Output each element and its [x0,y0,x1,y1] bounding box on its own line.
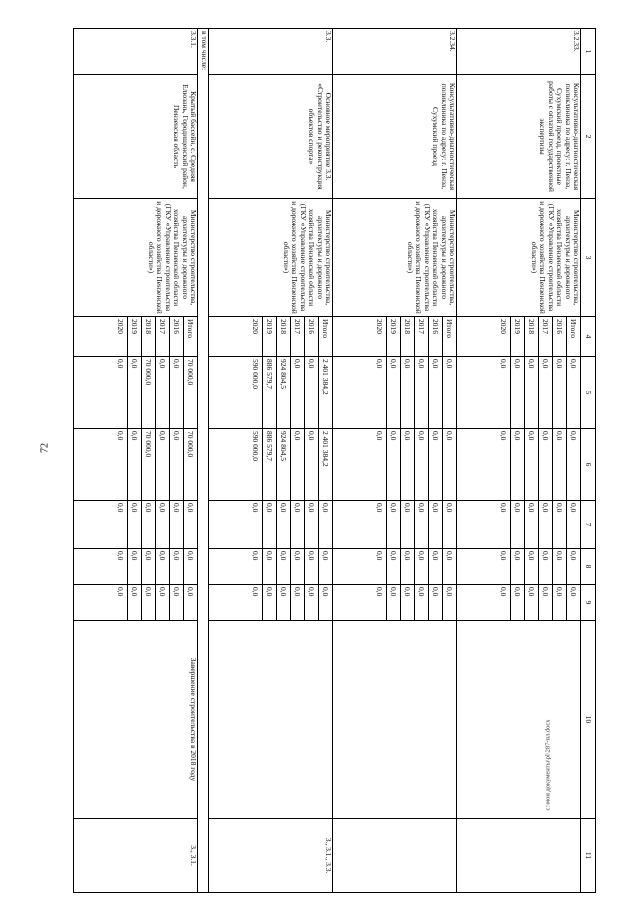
table-subcell: 0,0 [552,429,566,500]
table-subcell: 2017 [538,317,552,356]
table-subcell: 0,0 [169,357,183,428]
column-number-row [581,29,596,893]
table-subcell: 0,0 [304,429,318,500]
table-subcell: 0,0 [442,429,456,500]
col7-values [457,501,581,549]
item-code: 3.3. [209,29,333,75]
table-subcell: 0,0 [127,357,141,428]
table-subcell: 0,0 [442,549,456,584]
table-subcell: 2018 [524,317,538,356]
table-subcell: 2020 [375,319,384,334]
table-subcell: 0,0 [290,357,304,428]
col-header-4: 4 [581,317,596,357]
table-subcell: 0,0 [141,501,155,548]
table-subcell: 0,0 [375,431,384,441]
table-subcell: 0,0 [155,429,169,500]
table-subcell: 0,0 [169,549,183,584]
item-indicators [457,819,581,893]
table-subcell: 0,0 [428,429,442,500]
table-subcell: 0,0 [538,549,552,584]
table-subcell: 0,0 [375,551,384,561]
col6-values [457,429,581,501]
table-subcell: 0,0 [386,429,400,500]
table-subcell: 0,0 [318,585,332,620]
table-subcell: 0,0 [276,585,290,620]
table-subcell: 0,0 [442,585,456,620]
table-subcell: 0,0 [386,501,400,548]
table-subcell: 0,0 [183,501,197,548]
table-subcell: 2016 [169,317,183,356]
table-subcell: 0,0 [386,357,400,428]
item-indicators: 3., 3.1., 3.3. [209,819,333,893]
item-code: 3.2.34. [333,29,457,75]
table-subcell: 0,0 [251,587,260,597]
col-header-3: 3 [581,199,596,317]
col8-values [209,549,333,585]
table-subcell: 0,0 [276,549,290,584]
table-subcell: 2016 [304,317,318,356]
table-subcell: 0,0 [400,501,414,548]
table-subcell: 0,0 [400,429,414,500]
table-row [209,29,333,893]
data-rows [74,29,581,893]
page-number: 72 [39,443,51,453]
table-subcell: 0,0 [510,585,524,620]
table-subcell: 2019 [127,317,141,356]
table-subcell: 0,0 [538,585,552,620]
section-label-row [198,29,209,893]
table-subcell: 0,0 [524,429,538,500]
years-column [74,317,198,357]
program-table [73,28,596,893]
table-subcell: 0,0 [428,357,442,428]
table-subcell: 2017 [414,317,428,356]
item-name: Крытый бассейн, с. Средняя Елюзань, Городищенский район, Пензенская область [74,75,198,199]
table-subcell: 2018 [400,317,414,356]
table-subcell: 0,0 [127,549,141,584]
table-subcell: 0,0 [304,357,318,428]
col5-values [74,357,198,429]
table-subcell: 0,0 [276,501,290,548]
item-executor: Министерство строительства, архитектуры и дорожного хозяйства Пензенской области (ГКУ «Управление строительства и дорожного хозяйства Пензенской области») [74,199,198,317]
table-subcell: 0,0 [141,549,155,584]
table-subcell: 0,0 [116,431,125,441]
table-subcell: 2018 [276,317,290,356]
table-subcell: 0,0 [499,551,508,561]
col5-values [209,357,333,429]
table-subcell: 2017 [290,317,304,356]
table-subcell: 70 000,0 [141,357,155,428]
table-subcell: 0,0 [552,357,566,428]
table-subcell: 0,0 [414,357,428,428]
col9-values [74,585,198,621]
col-header-5: 5 [581,357,596,429]
table-subcell: 0,0 [386,585,400,620]
table-subcell: 0,0 [375,587,384,597]
item-note: Завершение строительства в 2018 году [74,621,198,819]
table-subcell: 0,0 [116,359,125,369]
table-subcell: 2016 [428,317,442,356]
table-subcell: 886 579,7 [262,429,276,500]
section-label: в том числе: [198,29,209,893]
item-note [333,621,457,819]
table-subcell: 0,0 [169,501,183,548]
table-subcell: 0,0 [400,357,414,428]
table-subcell: 0,0 [566,429,580,500]
table-subcell: 2020 [499,319,508,334]
item-code: 3.3.1. [74,29,198,75]
item-code: 3.2.33. [457,29,581,75]
table-subcell: 0,0 [566,357,580,428]
table-subcell: 0,0 [510,549,524,584]
table-subcell: 0,0 [251,503,260,513]
table-subcell: 0,0 [499,503,508,513]
table-subcell: 0,0 [414,549,428,584]
footer-file-path: c:\мои документы\pl\287-пл.docx [544,719,552,811]
table-subcell: 886 579,7 [262,357,276,428]
col8-values [74,549,198,585]
col5-values [333,357,457,429]
table-subcell: 2020 [251,319,260,334]
table-subcell: 590 000,0 [251,431,260,461]
item-note [457,621,581,819]
table-subcell: 70 000,0 [183,357,197,428]
col-header-1: 1 [581,29,596,75]
table-subcell: 0,0 [566,585,580,620]
table-subcell: 0,0 [375,503,384,513]
col-header-7: 7 [581,501,596,549]
table-subcell: 0,0 [290,501,304,548]
table-subcell: 0,0 [414,585,428,620]
col7-values [74,501,198,549]
table-subcell: 0,0 [499,587,508,597]
item-name: Основное мероприятие 3.3. «Строительство и реконструкция объектов спорта» [209,75,333,199]
item-executor: Министерство строительства, архитектуры и дорожного хозяйства Пензенской области (ГКУ «Управление строительства и дорожного хозяйства Пензенской области») [209,199,333,317]
table-subcell: 0,0 [290,549,304,584]
table-subcell: 0,0 [566,549,580,584]
table-subcell: 0,0 [141,585,155,620]
table-subcell: 2018 [141,317,155,356]
table-subcell: 0,0 [414,501,428,548]
item-name: Консультативно-диагностическая поликлиника по адресу: г. Пенза, Сухумский проезд, проектные работы с оплатой государственной экспертизы [457,75,581,199]
col7-values [333,501,457,549]
table-subcell: 0,0 [304,585,318,620]
table-subcell: 0,0 [510,501,524,548]
table-subcell: Итого [183,317,197,356]
col9-values [457,585,581,621]
table-subcell: 0,0 [262,501,276,548]
table-subcell: 0,0 [524,549,538,584]
col-header-9: 9 [581,585,596,621]
col6-values [209,429,333,501]
table-subcell: 2019 [510,317,524,356]
table-subcell: 924 804,5 [276,357,290,428]
table-subcell: 0,0 [155,585,169,620]
table-subcell: 0,0 [116,503,125,513]
table-row [457,29,581,893]
item-name: Консультативно-диагностическая поликлиника по адресу: г. Пенза, Сухумский проезд [333,75,457,199]
item-indicators [333,819,457,893]
table-subcell: 0,0 [428,585,442,620]
table-subcell: 0,0 [169,585,183,620]
table-subcell: 70 000,0 [141,429,155,500]
table-subcell: 0,0 [304,501,318,548]
col-header-2: 2 [581,75,596,199]
table-subcell: 0,0 [116,551,125,561]
table-subcell: 0,0 [524,501,538,548]
table-subcell: 924 804,5 [276,429,290,500]
table-subcell: 0,0 [155,501,169,548]
col7-values [209,501,333,549]
table-subcell: 0,0 [262,585,276,620]
col9-values [333,585,457,621]
table-subcell: 0,0 [442,357,456,428]
table-subcell: 0,0 [538,357,552,428]
item-note [209,621,333,819]
item-executor: Министерство строительства, архитектуры и дорожного хозяйства Пензенской области (ГКУ «Управление строительства и дорожного хозяйства Пензенской области») [333,199,457,317]
col6-values [333,429,457,501]
table-subcell: 0,0 [428,549,442,584]
rotated-page-content [73,28,596,892]
table-subcell: 0,0 [290,585,304,620]
table-subcell: 2019 [262,317,276,356]
table-subcell: 2016 [552,317,566,356]
col8-values [333,549,457,585]
col-header-10: 10 [581,621,596,819]
item-executor: Министерство строительства, архитектуры и дорожного хозяйства Пензенской области (ГКУ «Управление строительства и дорожного хозяйства Пензенской области») [457,199,581,317]
table-subcell: 0,0 [318,549,332,584]
table-subcell: 2019 [386,317,400,356]
table-subcell: 0,0 [127,429,141,500]
table-subcell: 2020 [116,319,125,334]
table-subcell: 0,0 [510,357,524,428]
table-subcell: 0,0 [127,501,141,548]
table-subcell: 0,0 [552,585,566,620]
table-subcell: 0,0 [400,585,414,620]
table-row [74,29,198,893]
table-subcell: 0,0 [183,549,197,584]
table-subcell: 0,0 [400,549,414,584]
table-subcell: Итого [318,317,332,356]
table-subcell: Итого [566,317,580,356]
table-subcell: 0,0 [442,501,456,548]
col-header-11: 11 [581,819,596,893]
table-subcell: 0,0 [499,431,508,441]
table-subcell: 2017 [155,317,169,356]
col8-values [457,549,581,585]
table-subcell: 0,0 [183,585,197,620]
table-subcell: 0,0 [155,549,169,584]
table-subcell: 0,0 [538,429,552,500]
years-column [209,317,333,357]
table-subcell: 0,0 [510,429,524,500]
col9-values [209,585,333,621]
table-subcell: 0,0 [552,501,566,548]
table-subcell: 0,0 [524,585,538,620]
years-column [333,317,457,357]
table-subcell: 0,0 [428,501,442,548]
table-subcell: Итого [442,317,456,356]
table-subcell: 0,0 [524,357,538,428]
table-subcell: 0,0 [552,549,566,584]
table-subcell: 0,0 [538,501,552,548]
table-row [333,29,457,893]
table-subcell: 0,0 [318,501,332,548]
table-subcell: 0,0 [386,549,400,584]
table-subcell: 0,0 [116,587,125,597]
col6-values [74,429,198,501]
table-subcell: 0,0 [375,359,384,369]
table-subcell: 70 000,0 [183,429,197,500]
table-subcell: 0,0 [499,359,508,369]
table-subcell: 0,0 [127,585,141,620]
table-subcell: 2 401 384,2 [318,429,332,500]
table-subcell: 0,0 [262,549,276,584]
table-subcell: 0,0 [414,429,428,500]
table-subcell: 590 000,0 [251,359,260,389]
table-subcell: 2 401 384,2 [318,357,332,428]
col-header-8: 8 [581,549,596,585]
table-subcell: 0,0 [290,429,304,500]
table-subcell: 0,0 [566,501,580,548]
table-subcell: 0,0 [304,549,318,584]
table-subcell: 0,0 [155,357,169,428]
years-column [457,317,581,357]
col5-values [457,357,581,429]
table-subcell: 0,0 [169,429,183,500]
item-indicators: 3., 3.1. [74,819,198,893]
col-header-6: 6 [581,429,596,501]
table-subcell: 0,0 [251,551,260,561]
